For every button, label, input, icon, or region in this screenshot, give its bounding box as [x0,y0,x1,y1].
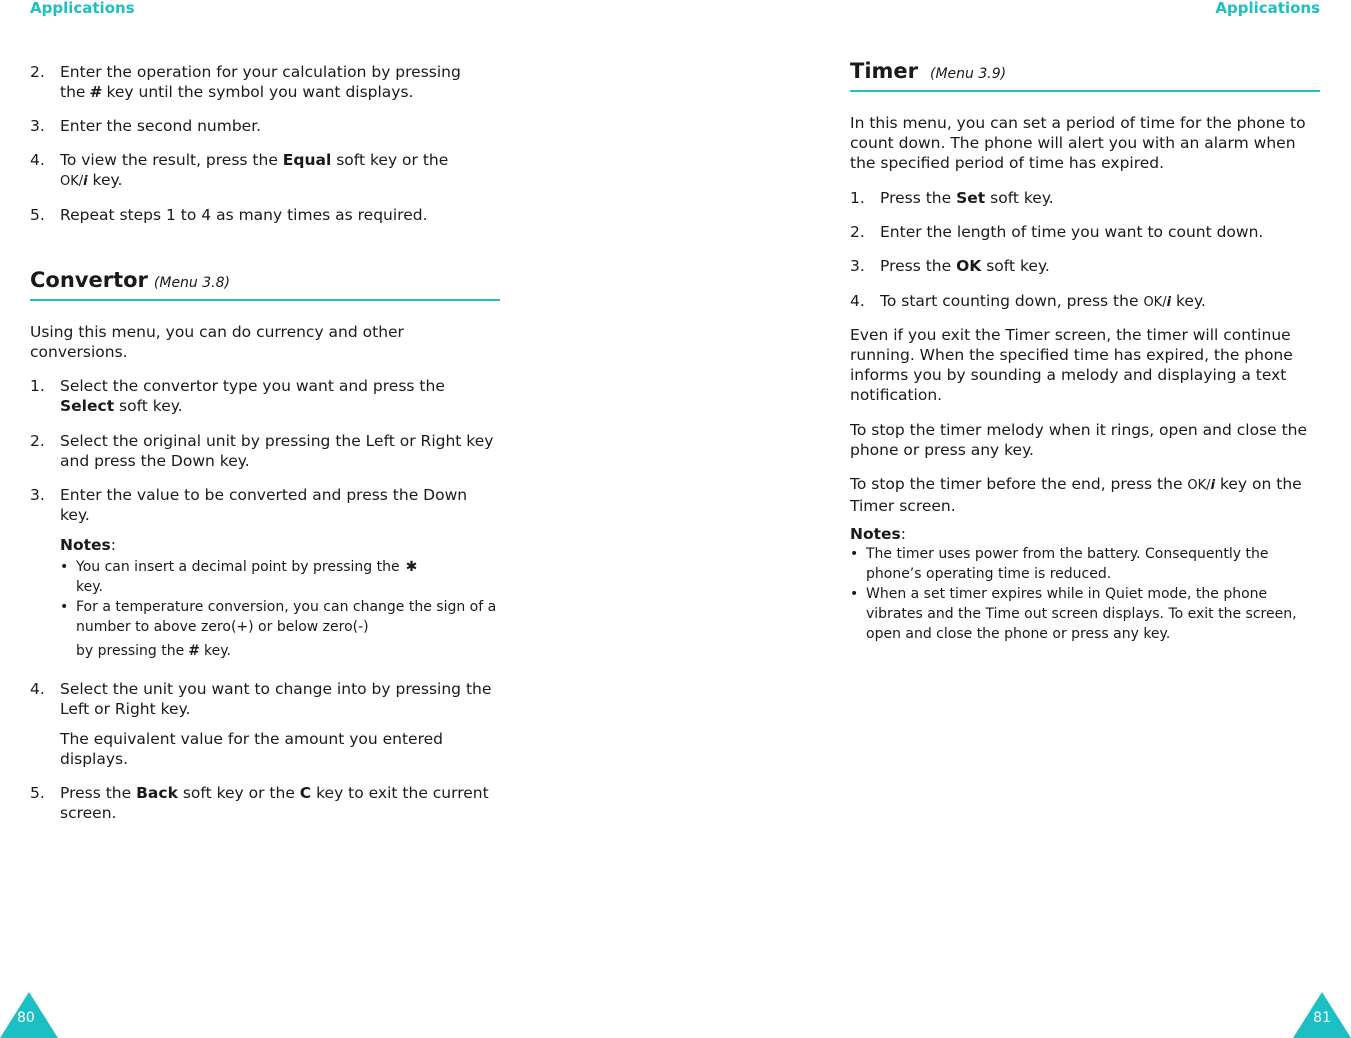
list-item [850,291,1320,313]
notes-block: Notes: • You can insert a decimal point by pressing the ✱ key. • For a temperature conversion, you can change the sign of a number to above zero(+) or below zero(-) by pressing the # key. [30,535,500,661]
step-number: 5. [30,206,45,224]
step-number: 4. [30,151,45,169]
ok-info-key-icon: OK/i [1187,478,1216,493]
step-number: 2. [30,63,45,81]
step-text: Select the convertor type you want and press the Select soft key. [60,377,445,415]
note-item: • The timer uses power from the battery. Consequently the phone’s operating time is reduced. [850,546,1269,582]
list-item [30,679,500,769]
section-title: Timer (Menu 3.9) [850,61,1320,92]
ok-info-key-icon: OK/i [60,174,88,189]
step-text: Press the Back soft key or the C key to exit the current screen. [60,784,489,822]
left-page [30,0,500,1038]
paragraph: Even if you exit the Timer screen, the timer will continue running. When the specified time has expired, the phone informs you by sounding a melody and displaying a text notification. [850,326,1293,404]
list-item [850,222,1320,242]
hash-key-icon: # [89,83,103,101]
paragraph: To stop the timer melody when it rings, open and close the phone or press any key. [850,421,1308,459]
step-text: Press the OK soft key. [880,257,1050,275]
step-number: 3. [850,257,865,275]
step-text: Enter the value to be converted and press the Down key. [60,486,468,524]
step-number: 1. [850,189,865,207]
notes-block: Notes: • The timer uses power from the battery. Consequently the phone’s operating time is reduced. • When a set timer expires while in Quiet mode, the phone vibrates and the Time out screen displays. To exit the screen, open and close the phone or press any key. [850,524,1320,644]
list-item [30,62,500,102]
list-item [850,256,1320,276]
note-item: • You can insert a decimal point by pressing the ✱ key. [60,559,418,595]
step-number: 3. [30,117,45,135]
page-header: Applications [30,0,135,17]
star-key-icon: ✱ [405,559,418,575]
step-number: 1. [30,377,45,395]
step-text: Repeat steps 1 to 4 as many times as required. [60,206,428,224]
page-header: Applications [1215,0,1320,17]
page-number: 80 [17,1010,35,1026]
list-item [30,205,500,225]
step-number: 4. [30,680,45,698]
section-intro: Using this menu, you can do currency and other conversions. [30,323,404,361]
step-number: 5. [30,784,45,802]
ok-info-key-icon: OK/i [1143,295,1172,310]
step-text: Select the unit you want to change into by pressing the Left or Right key. [60,680,492,718]
list-item [30,431,500,471]
step-number: 2. [850,223,865,241]
list-item [30,116,500,136]
step-text: Enter the length of time you want to count down. [880,223,1264,241]
notes-label: Notes [850,525,901,543]
list-item [30,376,500,416]
section-title: Convertor (Menu 3.8) [30,270,500,301]
note-item: • When a set timer expires while in Quiet mode, the phone vibrates and the Time out screen displays. To exit the screen, open and close the phone or press any key. [850,586,1297,642]
step-extra: The equivalent value for the amount you entered displays. [60,730,443,768]
section-intro: In this menu, you can set a period of time for the phone to count down. The phone will alert you with an alarm when the specified period of time has expired. [850,114,1306,172]
right-page [850,0,1320,1038]
step-number: 4. [850,292,865,310]
step-text: Enter the second number. [60,117,262,135]
list-item [30,783,500,823]
step-text: To view the result, press the Equal soft key or the OK/i key. [60,150,500,192]
list-item [30,485,500,525]
hash-key-icon: # [188,643,200,659]
note-item: • For a temperature conversion, you can change the sign of a number to above zero(+) or below zero(-) by pressing the # key. [60,599,497,659]
step-text: To start counting down, press the OK/i key. [880,291,1320,313]
list-item [30,150,500,192]
step-text: Enter the operation for your calculation by pressing the # key until the symbol you want displays. [60,63,461,101]
paragraph: To stop the timer before the end, press the OK/i key on the Timer screen. [850,475,1302,515]
step-number: 3. [30,486,45,504]
step-number: 2. [30,432,45,450]
step-text: Select the original unit by pressing the Left or Right key and press the Down key. [60,432,494,470]
list-item [850,188,1320,208]
notes-label: Notes [60,536,111,554]
page-number: 81 [1313,1010,1331,1026]
step-text: Press the Set soft key. [880,189,1054,207]
